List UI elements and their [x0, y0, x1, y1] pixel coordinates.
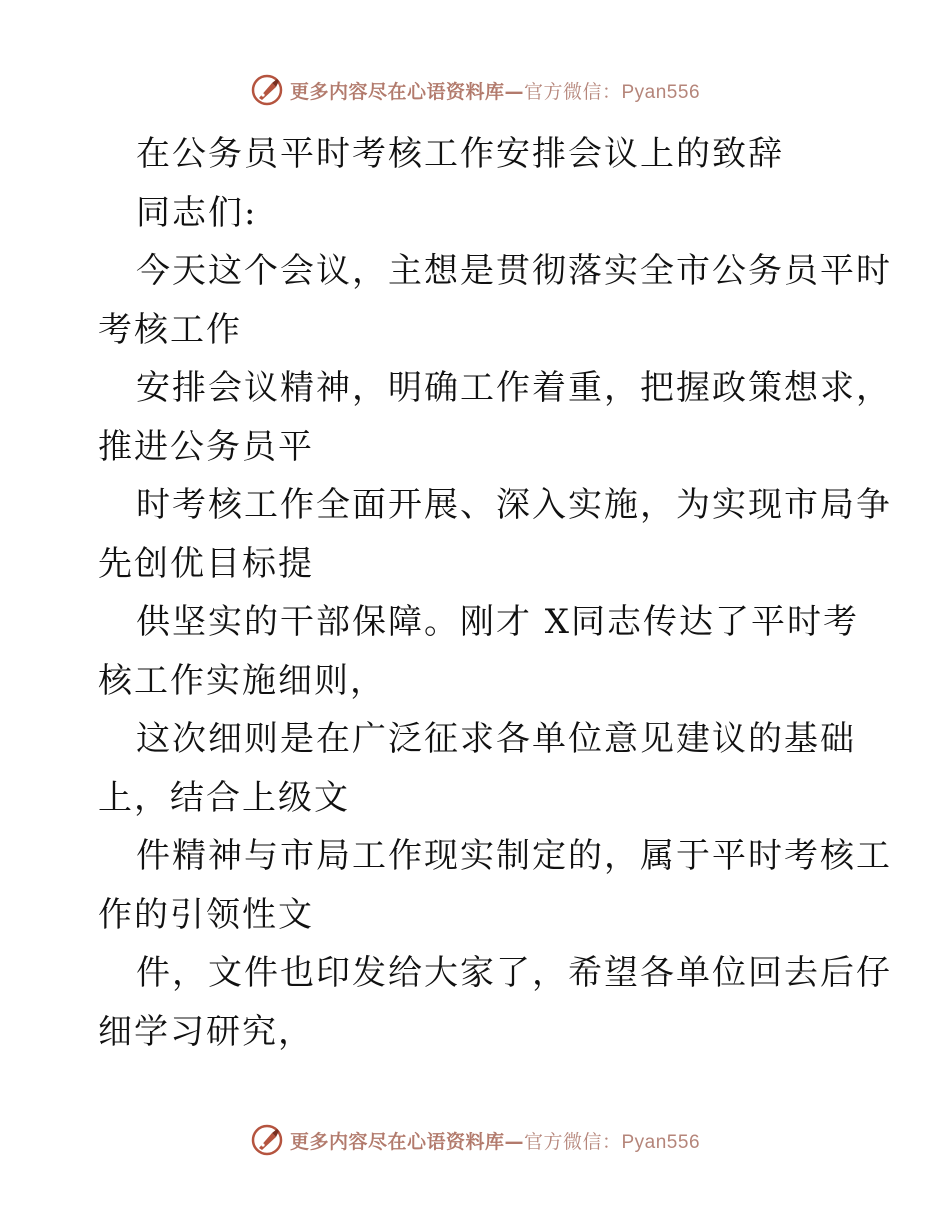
paragraph-line: 先创优目标提	[98, 543, 314, 584]
paragraph-line: 考核工作	[98, 309, 242, 350]
paragraph-line: 细学习研究，	[98, 1011, 314, 1052]
pen-nib-logo-icon	[250, 1123, 284, 1157]
footer-watermark-banner	[0, 1120, 950, 1160]
salutation: 同志们:	[136, 192, 258, 233]
paragraph-line: 今天这个会议，主想是贯彻落实全市公务员平时	[136, 251, 892, 291]
paragraph-line: 作的引领性文	[98, 894, 314, 935]
footer-watermark-text: 更多内容尽在心语资料库—官方微信：Pyan556	[289, 1130, 701, 1153]
paragraph-line: 上，结合上级文	[98, 777, 350, 818]
header-watermark-banner	[0, 70, 950, 110]
document-title: 在公务员平时考核工作安排会议上的致辞	[136, 134, 784, 174]
header-watermark-text: 更多内容尽在心语资料库—官方微信：Pyan556	[289, 80, 701, 103]
paragraph-line: 核工作实施细则，	[98, 660, 386, 701]
document-body	[98, 125, 892, 1061]
paragraph-line: 时考核工作全面开展、深入实施，为实现市局争	[136, 485, 892, 525]
pen-nib-logo-icon	[250, 73, 284, 107]
paragraph-line: 件，文件也印发给大家了，希望各单位回去后仔	[136, 953, 892, 993]
paragraph-line: 这次细则是在广泛征求各单位意见建议的基础	[136, 719, 856, 759]
paragraph-line: 推进公务员平	[98, 426, 314, 467]
paragraph-line: 安排会议精神，明确工作着重，把握政策想求，	[136, 368, 892, 408]
paragraph-line: 供坚实的干部保障。刚才 X同志传达了平时考	[136, 602, 860, 642]
paragraph-line: 件精神与市局工作现实制定的，属于平时考核工	[136, 836, 892, 876]
